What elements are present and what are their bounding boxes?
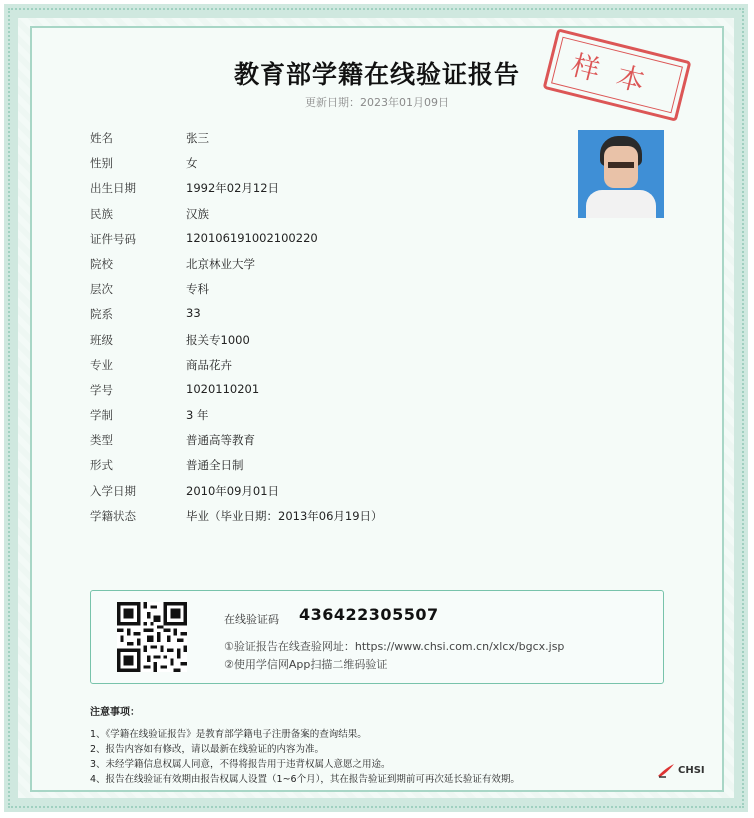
update-date: 更新日期：2023年01月09日	[305, 96, 449, 109]
field-label: 证件号码	[90, 231, 136, 246]
note-item: 4、报告在线验证有效期由报告权属人设置（1~6个月），其在报告验证到期前可再次延长验证有效期。	[90, 774, 520, 785]
field-label: 类型	[90, 433, 113, 448]
field-value: 33	[186, 306, 201, 321]
id-photo	[578, 130, 664, 218]
verification-code: 436422305507	[299, 605, 439, 624]
field-value: 毕业（毕业日期：2013年06月19日）	[186, 508, 383, 523]
field-label: 学籍状态	[90, 508, 136, 523]
field-value: 张三	[186, 131, 209, 145]
field-value: 3 年	[186, 408, 209, 423]
field-label: 入学日期	[90, 483, 136, 498]
field-label: 专业	[90, 357, 113, 372]
field-value: 汉族	[186, 206, 209, 221]
verification-code-label: 在线验证码	[224, 613, 279, 626]
chsi-logo	[656, 762, 705, 778]
field-value: 120106191002100220	[186, 230, 318, 245]
notes-section	[90, 703, 690, 786]
field-label: 院系	[90, 307, 113, 322]
field-label: 院校	[90, 256, 113, 271]
field-value: 1992年02月12日	[186, 181, 280, 196]
field-label: 学号	[90, 382, 113, 397]
sample-stamp: 样本	[543, 28, 692, 122]
field-value: 北京林业大学	[186, 256, 255, 271]
field-value: 1020110201	[186, 381, 260, 396]
field-value: 2010年09月01日	[186, 483, 280, 498]
verification-app-line: ②使用学信网App扫描二维码验证	[224, 658, 388, 671]
field-label: 出生日期	[90, 181, 136, 196]
note-item: 3、未经学籍信息权属人同意，不得将报告用于违背权属人意愿之用途。	[90, 759, 391, 770]
field-value: 商品花卉	[186, 357, 232, 372]
field-label: 性别	[90, 156, 113, 171]
report-title: 教育部学籍在线验证报告	[233, 60, 520, 89]
notes-title: 注意事项：	[90, 707, 140, 718]
note-item: 1、《学籍在线验证报告》是教育部学籍电子注册备案的查询结果。	[90, 729, 367, 740]
note-item: 2、报告内容如有修改，请以最新在线验证的内容为准。	[90, 744, 325, 755]
chsi-bird-icon	[656, 762, 676, 778]
field-label: 姓名	[90, 131, 113, 145]
field-value: 报关专1000	[186, 332, 250, 347]
field-value: 普通全日制	[186, 458, 244, 473]
verification-box	[90, 590, 664, 684]
verification-url-line: ①验证报告在线查验网址：https://www.chsi.com.cn/xlcx/bgcx.jsp	[224, 640, 565, 653]
qr-code-icon[interactable]	[117, 602, 187, 672]
field-value: 专科	[186, 282, 209, 297]
field-label: 班级	[90, 332, 113, 347]
field-label: 层次	[90, 282, 113, 297]
field-value: 普通高等教育	[186, 433, 255, 448]
field-label: 形式	[90, 458, 113, 473]
chsi-logo-text: CHSI	[678, 764, 705, 776]
field-label: 学制	[90, 408, 113, 423]
field-value: 女	[186, 156, 198, 171]
field-label: 民族	[90, 206, 113, 221]
